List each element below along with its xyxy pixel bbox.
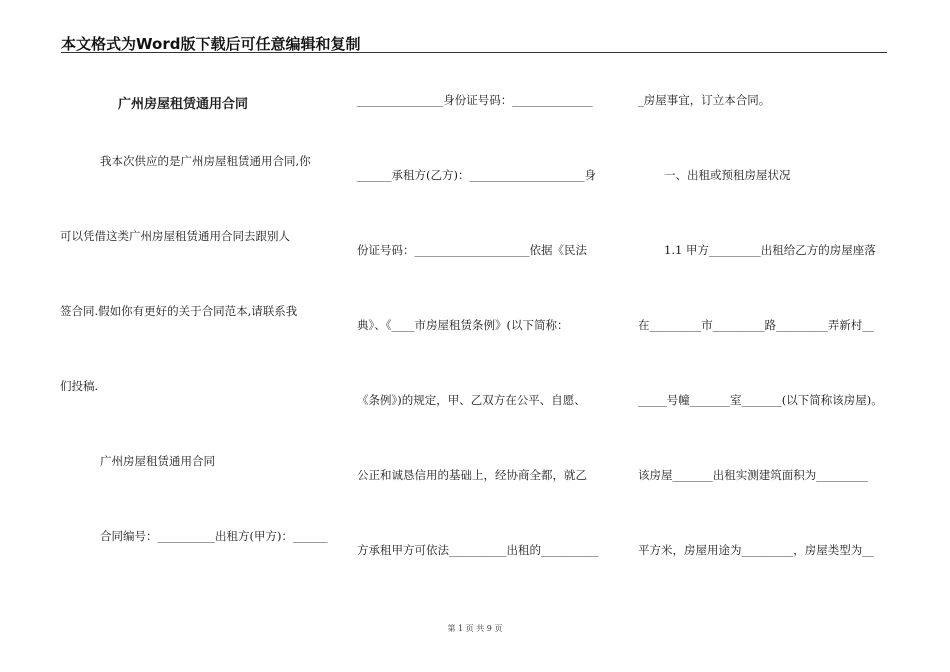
download-banner-title: 本文格式为Word版下载后可任意编辑和复制 — [61, 35, 361, 53]
paragraph-line: 广州房屋租赁通用合同 — [100, 454, 215, 468]
paragraph-line: 签合同.假如你有更好的关于合同范本,请联系我 — [60, 304, 298, 318]
paragraph-line: 在_________市_________路_________弄新村__ — [638, 318, 874, 332]
paragraph-line: _房屋事宜，订立本合同。 — [638, 93, 771, 107]
paragraph-line: ______承租方(乙方)：____________________身 — [357, 168, 596, 182]
paragraph-line: 公正和诚恳信用的基础上，经协商全都，就乙 — [357, 468, 587, 482]
paragraph-line: _______________身份证号码：______________ — [357, 93, 593, 107]
paragraph-line: 们投稿. — [60, 379, 99, 393]
text-column-2 — [357, 0, 612, 672]
paragraph-line: 份证号码：____________________依据《民法 — [357, 243, 587, 257]
paragraph-line: _____号幢_______室_______(以下简称该房屋)。 — [638, 393, 883, 407]
paragraph-line: 平方米，房屋用途为_________，房屋类型为__ — [638, 543, 874, 557]
paragraph-line: 方承租甲方可依法__________出租的__________ — [357, 543, 599, 557]
text-column-1 — [60, 0, 328, 672]
page-number-footer: 第 1 页 共 9 页 — [447, 624, 503, 633]
paragraph-line: 我本次供应的是广州房屋租赁通用合同,你 — [100, 154, 311, 168]
document-title: 广州房屋租赁通用合同 — [118, 97, 249, 112]
section-heading: 一、出租或预租房屋状况 — [664, 168, 791, 182]
paragraph-line: 该房屋_______出租实测建筑面积为_________ — [638, 468, 868, 482]
text-column-3 — [638, 0, 893, 672]
paragraph-line: 《条例》)的规定，甲、乙双方在公平、自愿、 — [357, 393, 586, 407]
paragraph-line: 合同编号：__________出租方(甲方)：______ — [100, 529, 328, 543]
paragraph-line: 可以凭借这类广州房屋租赁通用合同去跟别人 — [60, 229, 290, 243]
paragraph-line: 典》、《____市房屋租赁条例》(以下简称： — [357, 318, 569, 332]
paragraph-line: 1.1 甲方_________出租给乙方的房屋座落 — [664, 243, 876, 257]
